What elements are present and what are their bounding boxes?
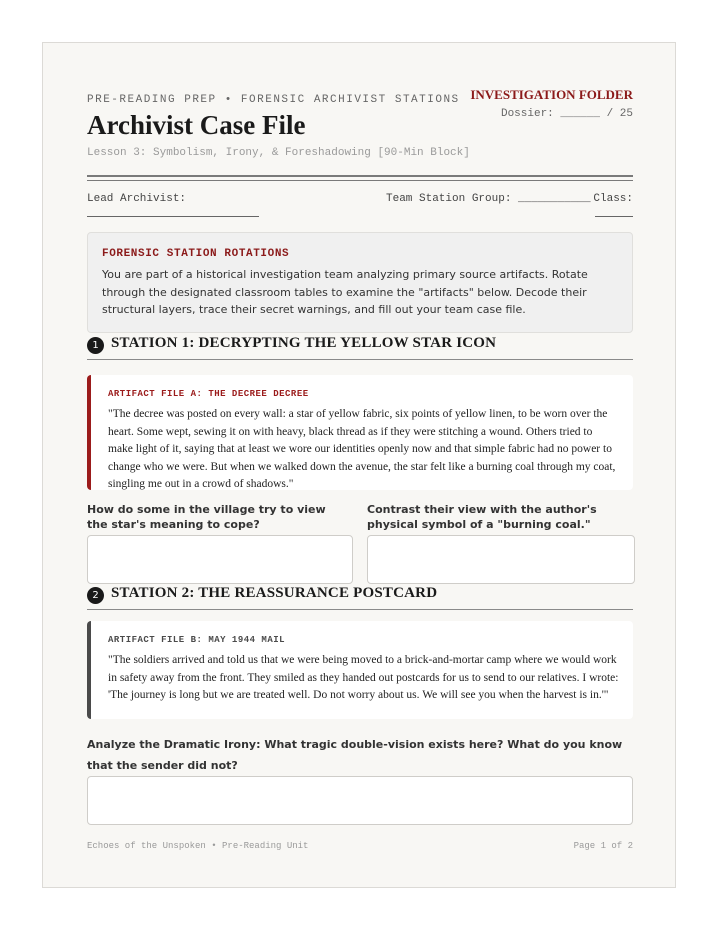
station-1-number: 1	[87, 337, 104, 354]
lead-archivist-label: Lead Archivist:	[87, 193, 187, 205]
team-station-label: Team Station Group: ___________	[386, 193, 591, 205]
header-divider	[87, 175, 633, 181]
artifact-file-a	[87, 375, 633, 490]
artifact-a-label: ARTIFACT FILE A: THE DECREE DECREE	[108, 389, 309, 399]
artifact-b-quote: "The soldiers arrived and told us that we were being moved to a brick-and-mortar camp where we would work in safety away from the front. They smiled as they handed out postcards for us to send to our relatives. I wrote: 'The journey is long but we are treated well. Do not worry about us. We will see you when the harvest is in.'"	[108, 654, 619, 701]
station-1-question-left: How do some in the village try to view the star's meaning to cope?	[87, 503, 326, 531]
rotations-heading: FORENSIC STATION ROTATIONS	[102, 248, 290, 260]
class-label: Class:	[593, 193, 633, 205]
kicker-text: PRE-READING PREP • FORENSIC ARCHIVIST STATIONS	[87, 94, 460, 106]
station-2-heading	[87, 585, 633, 609]
lead-archivist-line[interactable]	[87, 216, 259, 217]
station-1-divider	[87, 359, 633, 360]
station-1-heading	[87, 335, 633, 359]
station-2-answer[interactable]	[87, 776, 633, 825]
worksheet-page	[42, 42, 676, 888]
station-1-title: STATION 1: DECRYPTING THE YELLOW STAR ICON	[111, 335, 497, 351]
station-2-divider	[87, 609, 633, 610]
station-2-number: 2	[87, 587, 104, 604]
station-1-answer-left[interactable]	[87, 535, 353, 584]
investigation-folder-label: INVESTIGATION FOLDER	[470, 87, 633, 102]
page-title: Archivist Case File	[87, 110, 306, 140]
artifact-a-quote: "The decree was posted on every wall: a star of yellow fabric, six points of yellow linen, to be worn over the heart. Some wept, sewing it on with heavy, black thread as if they were stitching a wound. Others tried to make light of it, saying that at least we wore our identities openly now and that simple fabric had no power to change who we were. But when we walked down the avenue, the star felt like a burning coal through my coat, singling me out in a crowd of shadows."	[108, 408, 616, 490]
class-line[interactable]	[595, 216, 633, 217]
artifact-file-b	[87, 621, 633, 719]
station-1-answer-right[interactable]	[367, 535, 635, 584]
station-rotations-box	[87, 232, 633, 333]
station-2-question: Analyze the Dramatic Irony: What tragic double-vision exists here? What do you know that the sender did not?	[87, 738, 623, 772]
dossier-score: Dossier: ______ / 25	[500, 108, 633, 120]
footer-unit-title: Echoes of the Unspoken • Pre-Reading Unit	[87, 841, 309, 851]
rotations-body: You are part of a historical investigation team analyzing primary source artifacts. Rotate through the designated classroom tables to examine the "artifacts" below. Decode their structural layers, trace their secret warnings, and fill out your team case file.	[102, 268, 588, 316]
footer-page-number: Page 1 of 2	[573, 841, 633, 851]
lesson-subtitle: Lesson 3: Symbolism, Irony, & Foreshadowing [90-Min Block]	[87, 147, 470, 159]
station-1-question-right: Contrast their view with the author's physical symbol of a "burning coal."	[367, 503, 597, 531]
artifact-b-label: ARTIFACT FILE B: MAY 1944 MAIL	[108, 635, 286, 645]
station-2-title: STATION 2: THE REASSURANCE POSTCARD	[111, 585, 438, 601]
